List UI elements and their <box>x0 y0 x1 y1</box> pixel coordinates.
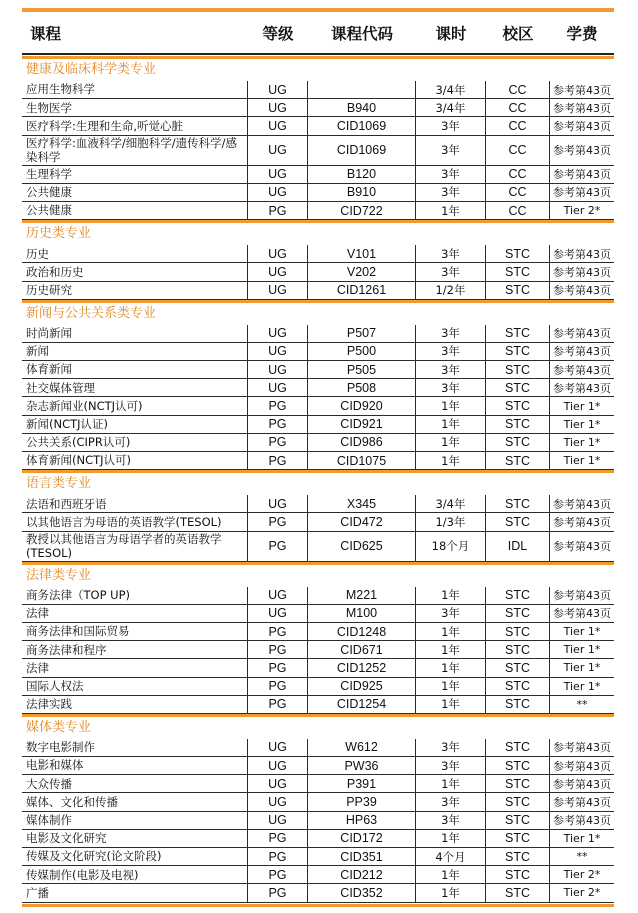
fee-cell: 参考第43页 <box>553 144 611 158</box>
level-cell: PG <box>248 641 308 658</box>
campus-cell: STC <box>486 245 550 262</box>
course-code-cell: CID925 <box>308 678 416 695</box>
campus-cell: STC <box>486 605 550 622</box>
course-name-cell: 法律实践 <box>22 696 248 713</box>
duration-cell: 3年 <box>416 343 486 360</box>
course-code-cell: P508 <box>308 379 416 396</box>
duration-cell: 3年 <box>416 325 486 342</box>
table-row <box>22 812 614 830</box>
duration-cell: 1年 <box>416 884 486 901</box>
campus-cell: CC <box>486 166 550 183</box>
duration-cell: 1年 <box>416 830 486 847</box>
table-row <box>22 866 614 884</box>
campus-cell: STC <box>486 379 550 396</box>
course-code-cell: CID212 <box>308 866 416 883</box>
section-title: 历史类专业 <box>22 220 614 245</box>
course-name-cell: 传媒制作(电影及电视) <box>22 866 248 883</box>
course-code-cell: CID1069 <box>308 117 416 134</box>
course-name-cell: 公共健康 <box>22 184 248 201</box>
course-code-cell: M100 <box>308 605 416 622</box>
table-row <box>22 678 614 696</box>
campus-cell: STC <box>486 343 550 360</box>
course-name-cell: 传媒及文化研究(论文阶段) <box>22 848 248 865</box>
level-cell: PG <box>248 434 308 451</box>
duration-cell: 3年 <box>416 117 486 134</box>
level-cell: PG <box>248 659 308 676</box>
fee-cell: 参考第43页 <box>553 759 611 773</box>
level-cell: UG <box>248 81 308 98</box>
fee-cell: Tier 1* <box>563 435 601 449</box>
course-name-cell: 电影和媒体 <box>22 757 248 774</box>
table-row <box>22 434 614 452</box>
duration-cell: 1年 <box>416 397 486 414</box>
duration-cell: 3年 <box>416 361 486 378</box>
header-fee: 学费 <box>566 25 598 43</box>
campus-cell: STC <box>486 434 550 451</box>
section-title: 媒体类专业 <box>22 714 614 739</box>
course-code-cell: CID172 <box>308 830 416 847</box>
level-cell: UG <box>248 605 308 622</box>
duration-cell: 1/2年 <box>416 282 486 299</box>
level-cell: PG <box>248 830 308 847</box>
campus-cell: STC <box>486 587 550 604</box>
course-name-cell: 以其他语言为母语的英语教学(TESOL) <box>22 513 248 530</box>
level-cell: PG <box>248 513 308 530</box>
fee-cell: 参考第43页 <box>553 168 611 182</box>
duration-cell: 3/4年 <box>416 99 486 116</box>
fee-cell: Tier 1* <box>563 643 601 657</box>
course-code-cell: CID352 <box>308 884 416 901</box>
course-code-cell: CID986 <box>308 434 416 451</box>
level-cell: PG <box>248 452 308 469</box>
course-code-cell: B910 <box>308 184 416 201</box>
table-row <box>22 884 614 902</box>
course-name-cell: 商务法律和国际贸易 <box>22 623 248 640</box>
fee-cell: 参考第43页 <box>553 363 611 377</box>
duration-cell: 1年 <box>416 416 486 433</box>
table-row <box>22 81 614 99</box>
course-code-cell: P500 <box>308 343 416 360</box>
fee-cell: Tier 2* <box>563 886 601 900</box>
course-code-cell: PW36 <box>308 757 416 774</box>
course-name-cell: 数字电影制作 <box>22 739 248 756</box>
section-title: 语言类专业 <box>22 470 614 495</box>
course-name-cell: 杂志新闻业(NCTJ认可) <box>22 397 248 414</box>
level-cell: PG <box>248 848 308 865</box>
table-row <box>22 793 614 811</box>
course-name-cell: 大众传播 <box>22 775 248 792</box>
duration-cell: 3年 <box>416 757 486 774</box>
table-row <box>22 379 614 397</box>
table-header <box>22 14 614 52</box>
duration-cell: 1年 <box>416 678 486 695</box>
table-row <box>22 99 614 117</box>
header-course: 课程 <box>30 25 62 43</box>
fee-cell: 参考第43页 <box>553 589 611 603</box>
header-duration: 课时 <box>435 25 467 43</box>
course-name-cell: 医疗科学:血液科学/细胞科学/遗传科学/感染科学 <box>22 136 248 165</box>
level-cell: PG <box>248 884 308 901</box>
campus-cell: STC <box>486 739 550 756</box>
table-row <box>22 136 614 166</box>
fee-cell: 参考第43页 <box>553 247 611 261</box>
table-row <box>22 361 614 379</box>
course-code-cell: B120 <box>308 166 416 183</box>
course-code-cell <box>308 81 416 98</box>
course-code-cell: V202 <box>308 263 416 280</box>
fee-cell: Tier 1* <box>563 417 601 431</box>
level-cell: UG <box>248 245 308 262</box>
campus-cell: STC <box>486 641 550 658</box>
fee-cell: 参考第43页 <box>553 540 611 554</box>
duration-cell: 3年 <box>416 136 486 165</box>
fee-cell: Tier 2* <box>563 868 601 882</box>
table-row <box>22 641 614 659</box>
level-cell: UG <box>248 343 308 360</box>
level-cell: UG <box>248 263 308 280</box>
course-code-cell: X345 <box>308 495 416 512</box>
table-row <box>22 739 614 757</box>
course-code-cell: HP63 <box>308 812 416 829</box>
section-title: 新闻与公共关系类专业 <box>22 300 614 325</box>
course-code-cell: CID1248 <box>308 623 416 640</box>
level-cell: PG <box>248 696 308 713</box>
campus-cell: STC <box>486 659 550 676</box>
campus-cell: CC <box>486 117 550 134</box>
course-name-cell: 医疗科学:生理和生命,听觉心脏 <box>22 117 248 134</box>
table-row <box>22 245 614 263</box>
duration-cell: 3年 <box>416 184 486 201</box>
course-code-cell: CID671 <box>308 641 416 658</box>
fee-cell: 参考第43页 <box>553 381 611 395</box>
campus-cell: STC <box>486 361 550 378</box>
course-code-cell: CID722 <box>308 202 416 219</box>
level-cell: UG <box>248 361 308 378</box>
course-code-cell: V101 <box>308 245 416 262</box>
course-name-cell: 国际人权法 <box>22 678 248 695</box>
fee-cell: 参考第43页 <box>553 497 611 511</box>
course-name-cell: 媒体制作 <box>22 812 248 829</box>
level-cell: UG <box>248 495 308 512</box>
campus-cell: CC <box>486 202 550 219</box>
campus-cell: STC <box>486 282 550 299</box>
fee-cell: 参考第43页 <box>553 345 611 359</box>
course-code-cell: CID1069 <box>308 136 416 165</box>
campus-cell: STC <box>486 696 550 713</box>
fee-cell: 参考第43页 <box>553 186 611 200</box>
level-cell: UG <box>248 379 308 396</box>
duration-cell: 3年 <box>416 245 486 262</box>
level-cell: UG <box>248 739 308 756</box>
duration-cell: 1年 <box>416 775 486 792</box>
level-cell: UG <box>248 99 308 116</box>
level-cell: UG <box>248 812 308 829</box>
course-code-cell: CID920 <box>308 397 416 414</box>
campus-cell: STC <box>486 397 550 414</box>
course-code-cell: P507 <box>308 325 416 342</box>
fee-cell: 参考第43页 <box>553 265 611 279</box>
course-name-cell: 媒体、文化和传播 <box>22 793 248 810</box>
table-row <box>22 202 614 220</box>
fee-cell: 参考第43页 <box>553 741 611 755</box>
campus-cell: CC <box>486 99 550 116</box>
campus-cell: STC <box>486 884 550 901</box>
bottom-accent-bar <box>22 904 614 907</box>
level-cell: UG <box>248 793 308 810</box>
course-name-cell: 体育新闻 <box>22 361 248 378</box>
course-code-cell: PP39 <box>308 793 416 810</box>
course-code-cell: CID1252 <box>308 659 416 676</box>
duration-cell: 1年 <box>416 641 486 658</box>
table-row <box>22 166 614 184</box>
course-name-cell: 生物医学 <box>22 99 248 116</box>
section-title: 法律类专业 <box>22 562 614 587</box>
course-name-cell: 教授以其他语言为母语学者的英语教学(TESOL) <box>22 532 248 561</box>
fee-cell: Tier 1* <box>563 625 601 639</box>
fee-cell: Tier 1* <box>563 679 601 693</box>
course-code-cell: CID351 <box>308 848 416 865</box>
table-row <box>22 696 614 714</box>
fee-cell: 参考第43页 <box>553 777 611 791</box>
course-name-cell: 时尚新闻 <box>22 325 248 342</box>
header-divider <box>22 53 614 55</box>
campus-cell: STC <box>486 812 550 829</box>
header-level: 等级 <box>262 25 294 43</box>
course-code-cell: P505 <box>308 361 416 378</box>
course-name-cell: 新闻(NCTJ认证) <box>22 416 248 433</box>
level-cell: PG <box>248 678 308 695</box>
table-row <box>22 343 614 361</box>
campus-cell: STC <box>486 775 550 792</box>
course-code-cell: B940 <box>308 99 416 116</box>
duration-cell: 1年 <box>416 696 486 713</box>
campus-cell: STC <box>486 416 550 433</box>
fee-cell: 参考第43页 <box>553 814 611 828</box>
table-row <box>22 263 614 281</box>
duration-cell: 3年 <box>416 263 486 280</box>
duration-cell: 3年 <box>416 166 486 183</box>
level-cell: UG <box>248 282 308 299</box>
course-name-cell: 体育新闻(NCTJ认可) <box>22 452 248 469</box>
fee-cell: Tier 2* <box>563 204 601 218</box>
level-cell: UG <box>248 775 308 792</box>
course-name-cell: 新闻 <box>22 343 248 360</box>
table-row <box>22 495 614 513</box>
level-cell: PG <box>248 866 308 883</box>
fee-cell: 参考第43页 <box>553 119 611 133</box>
campus-cell: CC <box>486 184 550 201</box>
level-cell: UG <box>248 184 308 201</box>
table-row <box>22 117 614 135</box>
level-cell: UG <box>248 117 308 134</box>
table-row <box>22 416 614 434</box>
duration-cell: 3年 <box>416 605 486 622</box>
campus-cell: STC <box>486 623 550 640</box>
duration-cell: 3年 <box>416 812 486 829</box>
table-row <box>22 532 614 562</box>
campus-cell: STC <box>486 678 550 695</box>
course-name-cell: 法语和西班牙语 <box>22 495 248 512</box>
course-code-cell: W612 <box>308 739 416 756</box>
course-name-cell: 公共健康 <box>22 202 248 219</box>
course-code-cell: CID1075 <box>308 452 416 469</box>
campus-cell: STC <box>486 263 550 280</box>
fee-cell: 参考第43页 <box>553 83 611 97</box>
table-row <box>22 184 614 202</box>
duration-cell: 1/3年 <box>416 513 486 530</box>
course-name-cell: 历史 <box>22 245 248 262</box>
table-row <box>22 848 614 866</box>
duration-cell: 3年 <box>416 739 486 756</box>
level-cell: PG <box>248 416 308 433</box>
campus-cell: IDL <box>486 532 550 561</box>
course-name-cell: 应用生物科学 <box>22 81 248 98</box>
level-cell: UG <box>248 587 308 604</box>
fee-cell: 参考第43页 <box>553 796 611 810</box>
course-name-cell: 法律 <box>22 659 248 676</box>
course-name-cell: 历史研究 <box>22 282 248 299</box>
course-name-cell: 公共关系(CIPR认可) <box>22 434 248 451</box>
campus-cell: CC <box>486 81 550 98</box>
campus-cell: STC <box>486 495 550 512</box>
fee-cell: Tier 1* <box>563 454 601 468</box>
table-row <box>22 623 614 641</box>
table-row <box>22 659 614 677</box>
table-row <box>22 830 614 848</box>
course-name-cell: 法律 <box>22 605 248 622</box>
fee-cell: 参考第43页 <box>553 284 611 298</box>
course-name-cell: 生理科学 <box>22 166 248 183</box>
fee-cell: 参考第43页 <box>553 515 611 529</box>
campus-cell: STC <box>486 452 550 469</box>
duration-cell: 18个月 <box>416 532 486 561</box>
campus-cell: STC <box>486 848 550 865</box>
campus-cell: CC <box>486 136 550 165</box>
table-row <box>22 513 614 531</box>
course-name-cell: 商务法律（TOP UP) <box>22 587 248 604</box>
duration-cell: 1年 <box>416 434 486 451</box>
duration-cell: 1年 <box>416 202 486 219</box>
table-body <box>22 56 614 903</box>
table-row <box>22 397 614 415</box>
duration-cell: 1年 <box>416 623 486 640</box>
fee-cell: 参考第43页 <box>553 607 611 621</box>
section-title: 健康及临床科学类专业 <box>22 56 614 81</box>
level-cell: PG <box>248 397 308 414</box>
course-code-cell: CID1254 <box>308 696 416 713</box>
level-cell: UG <box>248 136 308 165</box>
course-name-cell: 电影及文化研究 <box>22 830 248 847</box>
level-cell: PG <box>248 202 308 219</box>
duration-cell: 3/4年 <box>416 81 486 98</box>
course-code-cell: CID625 <box>308 532 416 561</box>
fee-cell: Tier 1* <box>563 399 601 413</box>
header-code: 课程代码 <box>330 25 393 43</box>
campus-cell: STC <box>486 513 550 530</box>
course-code-cell: CID472 <box>308 513 416 530</box>
table-row <box>22 775 614 793</box>
course-name-cell: 广播 <box>22 884 248 901</box>
campus-cell: STC <box>486 325 550 342</box>
course-code-cell: P391 <box>308 775 416 792</box>
duration-cell: 4个月 <box>416 848 486 865</box>
level-cell: PG <box>248 623 308 640</box>
duration-cell: 1年 <box>416 587 486 604</box>
top-accent-bar <box>22 8 614 12</box>
course-code-cell: M221 <box>308 587 416 604</box>
duration-cell: 1年 <box>416 866 486 883</box>
course-name-cell: 商务法律和程序 <box>22 641 248 658</box>
duration-cell: 3/4年 <box>416 495 486 512</box>
level-cell: UG <box>248 757 308 774</box>
duration-cell: 3年 <box>416 793 486 810</box>
duration-cell: 3年 <box>416 379 486 396</box>
level-cell: UG <box>248 166 308 183</box>
course-code-cell: CID921 <box>308 416 416 433</box>
table-row <box>22 325 614 343</box>
duration-cell: 1年 <box>416 659 486 676</box>
fee-cell: Tier 1* <box>563 831 601 845</box>
campus-cell: STC <box>486 757 550 774</box>
table-row <box>22 587 614 605</box>
course-name-cell: 政治和历史 <box>22 263 248 280</box>
table-row <box>22 282 614 300</box>
table-row <box>22 757 614 775</box>
campus-cell: STC <box>486 830 550 847</box>
course-name-cell: 社交媒体管理 <box>22 379 248 396</box>
fee-cell: ** <box>576 697 588 711</box>
fee-cell: 参考第43页 <box>553 327 611 341</box>
level-cell: UG <box>248 325 308 342</box>
course-code-cell: CID1261 <box>308 282 416 299</box>
table-row <box>22 605 614 623</box>
fee-cell: Tier 1* <box>563 661 601 675</box>
campus-cell: STC <box>486 793 550 810</box>
level-cell: PG <box>248 532 308 561</box>
header-campus: 校区 <box>502 25 534 43</box>
fee-cell: 参考第43页 <box>553 101 611 115</box>
fee-cell: ** <box>576 850 588 864</box>
table-row <box>22 452 614 470</box>
duration-cell: 1年 <box>416 452 486 469</box>
campus-cell: STC <box>486 866 550 883</box>
